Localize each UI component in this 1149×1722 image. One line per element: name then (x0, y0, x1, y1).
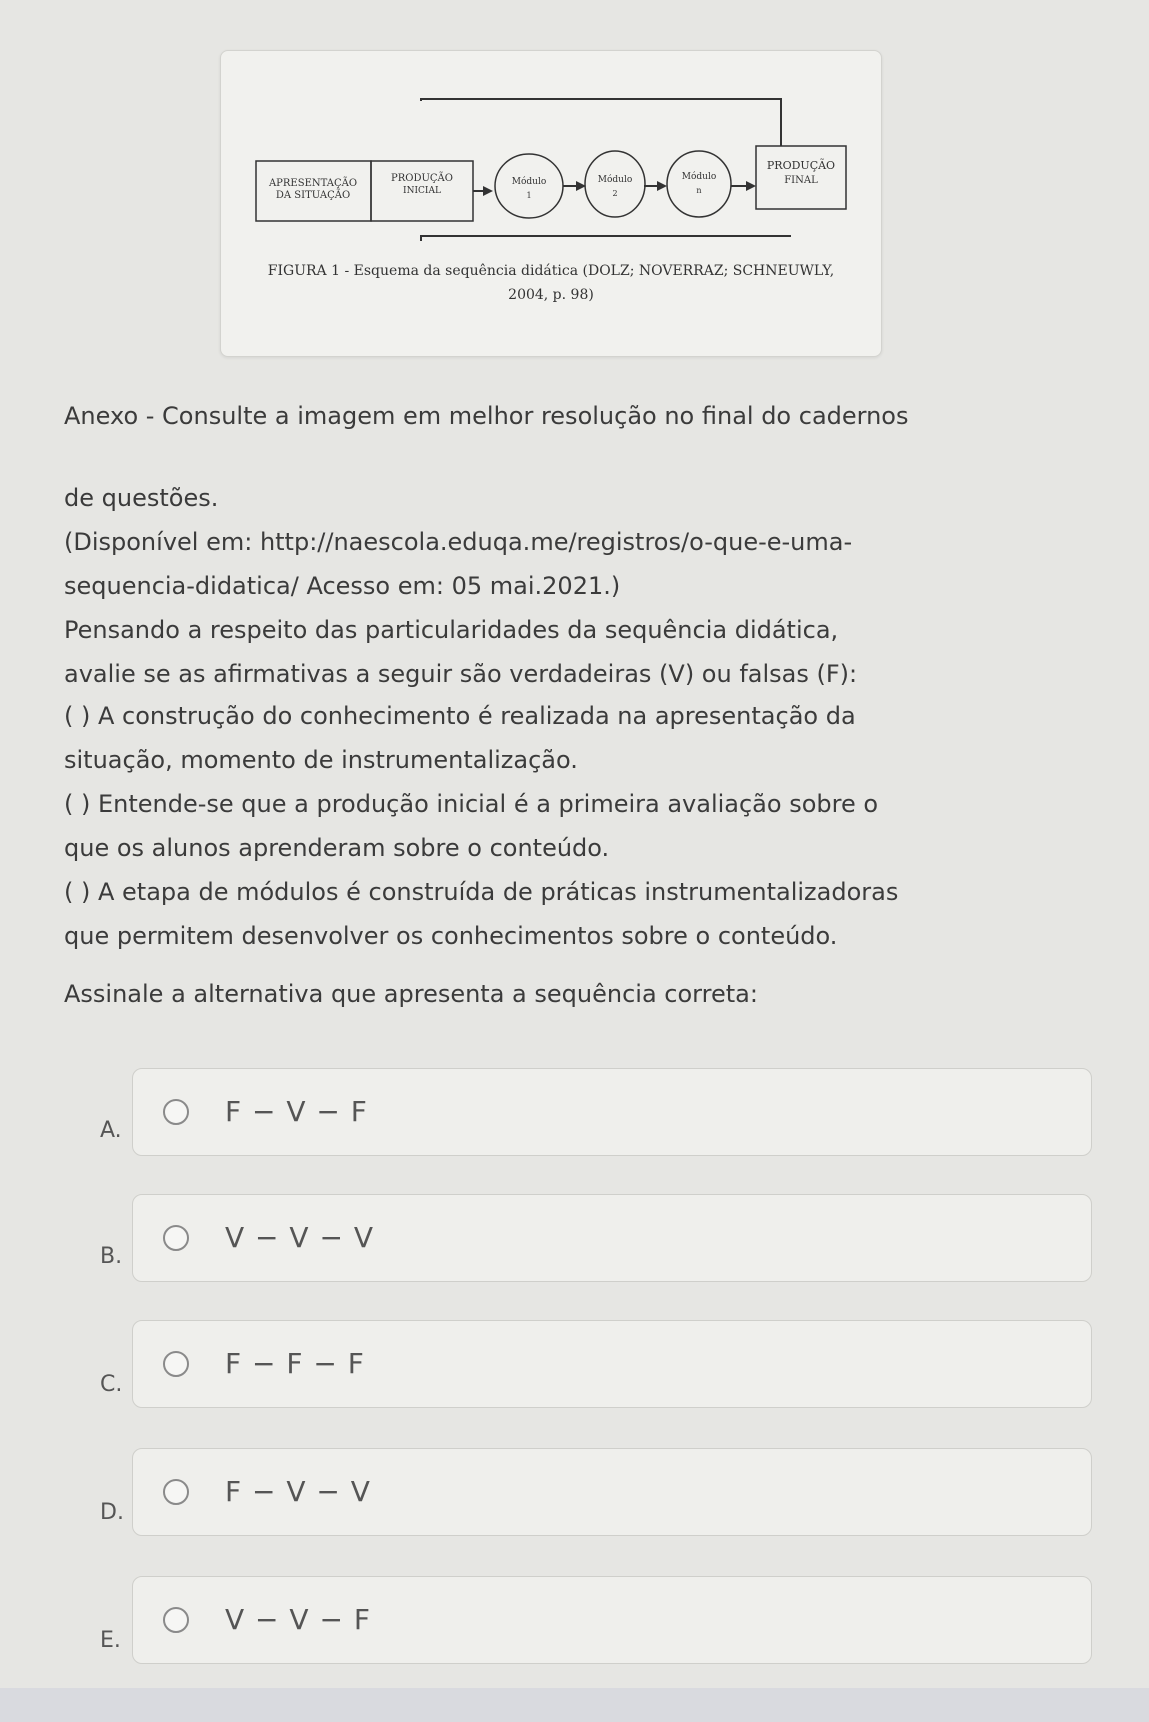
option-a-letter: A. (100, 1118, 122, 1143)
option-e-letter: E. (100, 1628, 121, 1653)
option-a[interactable] (132, 1068, 1092, 1156)
figure-caption: FIGURA 1 - Esquema da sequência didática (DOLZ; NOVERRAZ; SCHNEUWLY, (267, 263, 835, 279)
figure-card (220, 50, 882, 357)
question-line: Anexo - Consulte a imagem em melhor resolução no final do cadernos (64, 402, 909, 430)
source-link-line[interactable]: sequencia-didatica/ Acesso em: 05 mai.2021.) (64, 572, 621, 600)
statement-1-cont: situação, momento de instrumentalização. (64, 746, 578, 774)
option-c-letter: C. (100, 1372, 123, 1397)
question-line: avalie se as afirmativas a seguir são verdadeiras (V) ou falsas (F): (64, 660, 858, 688)
source-link-line[interactable]: (Disponível em: http://naescola.eduqa.me/registros/o-que-e-uma- (64, 528, 853, 556)
statement-2-cont: que os alunos aprenderam sobre o conteúdo. (64, 834, 610, 862)
figure-caption-source: 2004, p. 98) (508, 287, 594, 303)
label-modulo1-2: 1 (526, 191, 532, 200)
option-c[interactable] (132, 1320, 1092, 1408)
instruction: Assinale a alternativa que apresenta a sequência correta: (64, 980, 758, 1008)
label-modulon-1: Módulo (681, 172, 717, 182)
option-b-letter: B. (100, 1244, 123, 1269)
label-producao-inicial-1: PRODUÇÃO (391, 173, 453, 184)
radio-icon[interactable] (163, 1225, 189, 1251)
label-modulo1-1: Módulo (511, 177, 547, 187)
option-d-text: F − V − V (225, 1475, 371, 1508)
bracket-bottom (421, 236, 791, 241)
statement-3-cont: que permitem desenvolver os conhecimentos sobre o conteúdo. (64, 922, 838, 950)
statement-2: ( ) Entende-se que a produção inicial é a primeira avaliação sobre o (64, 790, 879, 818)
radio-icon[interactable] (163, 1351, 189, 1377)
question-line: de questões. (64, 484, 219, 512)
option-c-text: F − F − F (225, 1347, 365, 1380)
label-producao-final-1: PRODUÇÃO (766, 159, 836, 172)
radio-icon[interactable] (163, 1479, 189, 1505)
option-b-text: V − V − V (225, 1221, 374, 1254)
option-e-text: V − V − F (225, 1603, 371, 1636)
module-n-ellipse (667, 151, 731, 217)
label-modulo2-1: Módulo (597, 175, 633, 185)
label-producao-inicial-2: INICIAL (403, 186, 441, 196)
question-line: Pensando a respeito das particularidades da sequência didática, (64, 616, 839, 644)
option-d-letter: D. (100, 1500, 124, 1525)
option-d[interactable] (132, 1448, 1092, 1536)
bracket-top (421, 99, 781, 146)
label-modulo2-2: 2 (612, 189, 618, 198)
sequence-diagram (221, 51, 881, 261)
radio-icon[interactable] (163, 1607, 189, 1633)
label-producao-final-2: FINAL (784, 175, 818, 186)
statement-1: ( ) A construção do conhecimento é realizada na apresentação da (64, 702, 856, 730)
label-apresentacao-2: DA SITUAÇÃO (275, 190, 351, 201)
label-modulon-2: n (696, 186, 702, 195)
option-e[interactable] (132, 1576, 1092, 1664)
option-b[interactable] (132, 1194, 1092, 1282)
bottom-bar (0, 1688, 1149, 1722)
radio-icon[interactable] (163, 1099, 189, 1125)
statement-3: ( ) A etapa de módulos é construída de práticas instrumentalizadoras (64, 878, 899, 906)
label-apresentacao-1: APRESENTAÇÃO (268, 178, 358, 189)
option-a-text: F − V − F (225, 1095, 368, 1128)
